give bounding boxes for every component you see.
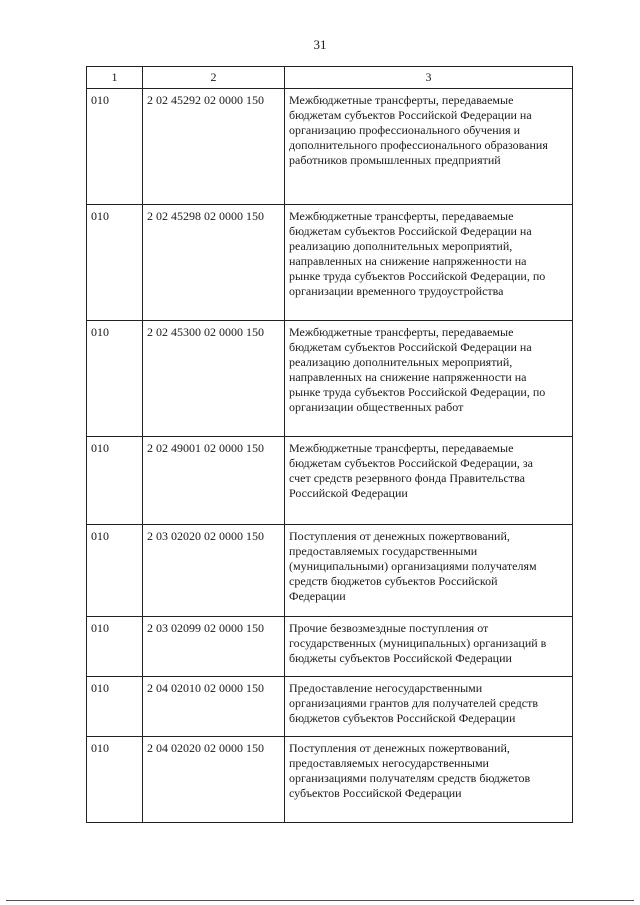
page-number: 31	[313, 37, 327, 52]
table-row	[87, 321, 573, 437]
table-header-row	[87, 67, 573, 89]
table-row	[87, 89, 573, 205]
row-description-cell: Прочие безвозмездные поступления от государственных (муниципальных) организаций в бюджеты субъектов Российской Федерации	[285, 617, 573, 677]
row-col1-cell: 010	[87, 737, 143, 823]
row-description-cell: Межбюджетные трансферты, передаваемые бюджетам субъектов Российской Федерации на реализацию дополнительных мероприятий, направленных на снижение напряженности на рынке труда субъектов Российской Федерации, по организации временного трудоустройства	[285, 205, 573, 321]
row-col1-cell: 010	[87, 89, 143, 205]
table-row	[87, 677, 573, 737]
row-code-cell: 2 03 02020 02 0000 150	[143, 525, 285, 617]
budget-classification-table	[86, 66, 573, 823]
row-code-cell: 2 02 45292 02 0000 150	[143, 89, 285, 205]
row-description-cell: Предоставление негосударственными организациями грантов для получателей средств бюджетов субъектов Российской Федерации	[285, 677, 573, 737]
column-header-2: 2	[143, 67, 285, 89]
row-col1-cell: 010	[87, 677, 143, 737]
row-code-cell: 2 02 45298 02 0000 150	[143, 205, 285, 321]
row-description-cell: Поступления от денежных пожертвований, предоставляемых государственными (муниципальными) организациями получателям средств бюджетов субъектов Российской Федерации	[285, 525, 573, 617]
row-description-cell: Межбюджетные трансферты, передаваемые бюджетам субъектов Российской Федерации, за счет средств резервного фонда Правительства Российской Федерации	[285, 437, 573, 525]
row-col1-cell: 010	[87, 321, 143, 437]
row-code-cell: 2 02 45300 02 0000 150	[143, 321, 285, 437]
column-header-1: 1	[87, 67, 143, 89]
row-description-cell: Межбюджетные трансферты, передаваемые бюджетам субъектов Российской Федерации на организацию профессионального обучения и дополнительного профессионального образования работников промышленных предприятий	[285, 89, 573, 205]
row-col1-cell: 010	[87, 617, 143, 677]
table-row	[87, 617, 573, 677]
row-code-cell: 2 04 02020 02 0000 150	[143, 737, 285, 823]
row-col1-cell: 010	[87, 437, 143, 525]
page-bottom-rule	[6, 900, 634, 901]
table-row	[87, 737, 573, 823]
row-col1-cell: 010	[87, 525, 143, 617]
table-row	[87, 205, 573, 321]
row-description-cell: Поступления от денежных пожертвований, предоставляемых негосударственными организациями получателям средств бюджетов субъектов Российской Федерации	[285, 737, 573, 823]
table-row	[87, 437, 573, 525]
row-description-cell: Межбюджетные трансферты, передаваемые бюджетам субъектов Российской Федерации на реализацию дополнительных мероприятий, направленных на снижение напряженности на рынке труда субъектов Российской Федерации, по организации общественных работ	[285, 321, 573, 437]
row-code-cell: 2 03 02099 02 0000 150	[143, 617, 285, 677]
table-row	[87, 525, 573, 617]
row-code-cell: 2 02 49001 02 0000 150	[143, 437, 285, 525]
row-code-cell: 2 04 02010 02 0000 150	[143, 677, 285, 737]
column-header-3: 3	[285, 67, 573, 89]
row-col1-cell: 010	[87, 205, 143, 321]
